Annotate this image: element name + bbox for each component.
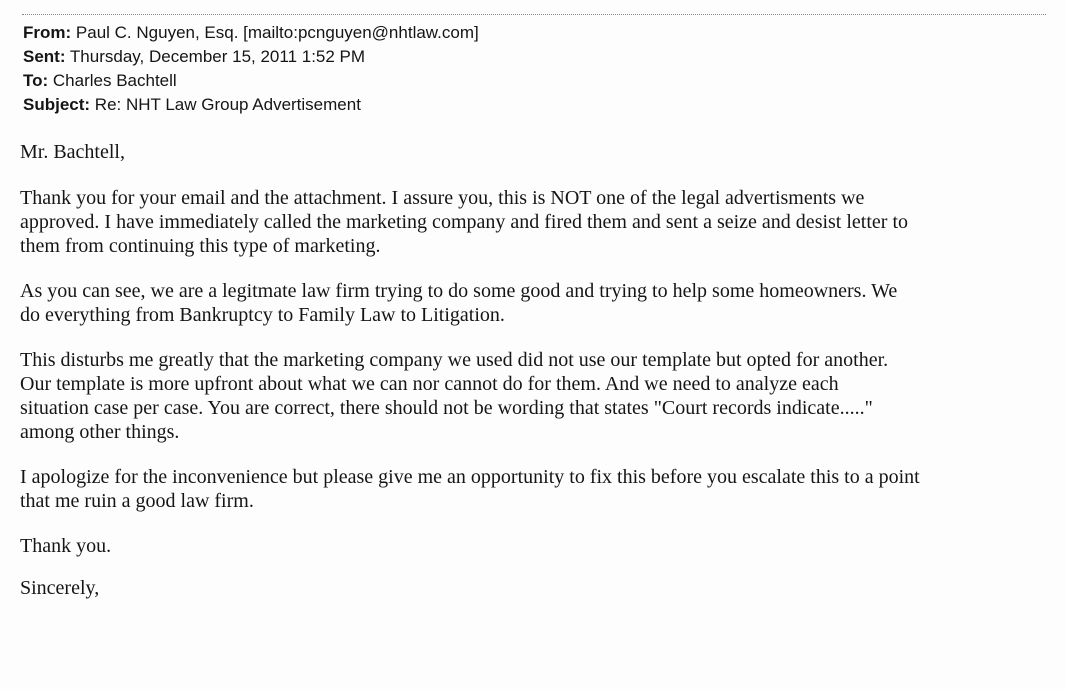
paragraph-4 [20,465,1055,513]
paragraph-line: them from continuing this type of marketing. [20,235,381,257]
paragraph-1 [20,186,1055,258]
paragraph-line: among other things. [20,421,180,443]
to-value: Charles Bachtell [52,71,177,90]
to-row [23,69,479,93]
header-divider [22,14,1046,15]
paragraph-line: I apologize for the inconvenience but please give me an opportunity to fix this before you escalate this to a point [20,466,920,488]
paragraph-line: Thank you for your email and the attachment. I assure you, this is NOT one of the legal advertisments we [20,187,865,209]
email-body [20,140,1055,600]
subject-value: Re: NHT Law Group Advertisement [94,95,361,114]
closing-thanks: Thank you. [20,535,112,557]
paragraph-2 [20,279,1055,327]
subject-label: Subject: [23,95,91,114]
from-label: From: [23,23,72,42]
sent-label: Sent: [23,47,66,66]
paragraph-line: that me ruin a good law firm. [20,490,254,512]
salutation: Mr. Bachtell, [20,141,125,163]
to-label: To: [23,71,49,90]
paragraph-line: This disturbs me greatly that the marketing company we used did not use our template but opted for another. [20,349,889,371]
email-header [23,21,479,117]
paragraph-line: Our template is more upfront about what we can nor cannot do for them. And we need to analyze each [20,373,839,395]
sent-row [23,45,479,69]
paragraph-line: situation case per case. You are correct, there should not be wording that states "Court records indicate....." [20,397,873,419]
paragraph-line: As you can see, we are a legitmate law firm trying to do some good and trying to help some homeowners. We [20,280,898,302]
sent-value: Thursday, December 15, 2011 1:52 PM [69,47,366,66]
paragraph-3 [20,348,1055,444]
paragraph-line: do everything from Bankruptcy to Family Law to Litigation. [20,304,505,326]
from-value: Paul C. Nguyen, Esq. [mailto:pcnguyen@nhtlaw.com] [75,23,479,42]
from-row [23,21,479,45]
paragraph-line: approved. I have immediately called the marketing company and fired them and sent a seize and desist letter to [20,211,909,233]
closing-signoff: Sincerely, [20,577,100,599]
subject-row [23,93,479,117]
